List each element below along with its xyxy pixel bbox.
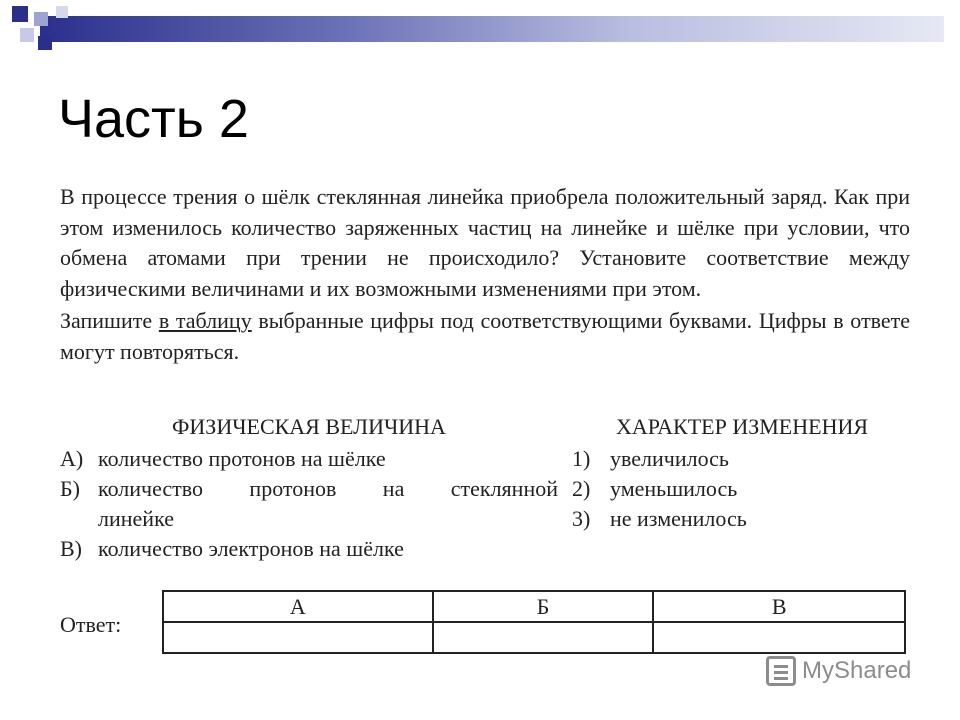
physical-quantity-header: ФИЗИЧЕСКАЯ ВЕЛИЧИНА xyxy=(172,414,446,439)
change-type-column xyxy=(572,410,912,534)
quantity-item-a: А) количество протонов на шёлке xyxy=(60,446,386,471)
answer-col-b-header: Б xyxy=(433,591,654,622)
presentation-icon xyxy=(766,656,796,686)
answer-cell-v[interactable] xyxy=(653,622,905,653)
change-item-1: 1) увеличилось xyxy=(572,446,729,471)
watermark-text: MyShared xyxy=(802,657,912,684)
task-text xyxy=(60,182,910,367)
change-type-header: ХАРАКТЕР ИЗМЕНЕНИЯ xyxy=(615,414,869,439)
change-item-2: 2) уменьшилось xyxy=(572,476,738,501)
task-paragraph-2: Запишите в таблицу выбранные цифры под соответствующими буквами. Цифры в ответе могут повторяться. xyxy=(60,308,910,364)
answer-table xyxy=(162,590,906,654)
underlined-phrase: в таблицу xyxy=(158,308,252,333)
quantity-item-v: В) количество электронов на шёлке xyxy=(60,536,404,561)
answer-cell-a[interactable] xyxy=(163,622,433,653)
change-item-3: 3) не изменилось xyxy=(572,506,747,531)
answer-col-v-header: В xyxy=(653,591,905,622)
answer-label: Ответ: xyxy=(60,612,122,637)
quantity-item-b: Б) количество протонов на стеклянной линейке xyxy=(60,476,558,531)
answer-col-a-header: А xyxy=(163,591,433,622)
answer-cell-b[interactable] xyxy=(433,622,654,653)
corner-squares-decoration xyxy=(12,6,72,56)
task-paragraph-1: В процессе трения о шёлк стеклянная линейка приобрела положительный заряд. Как при этом изменилось количество заряженных частиц на линейке и шёлке при условии, что обмена атомами при трении не происходило? Установите соответствие между физическими величинами и их возможными изменениями при этом. xyxy=(60,184,910,301)
top-decoration-bar xyxy=(40,16,944,42)
slide-title: Часть 2 xyxy=(58,89,249,149)
physical-quantity-column xyxy=(60,410,558,564)
watermark xyxy=(766,656,911,686)
